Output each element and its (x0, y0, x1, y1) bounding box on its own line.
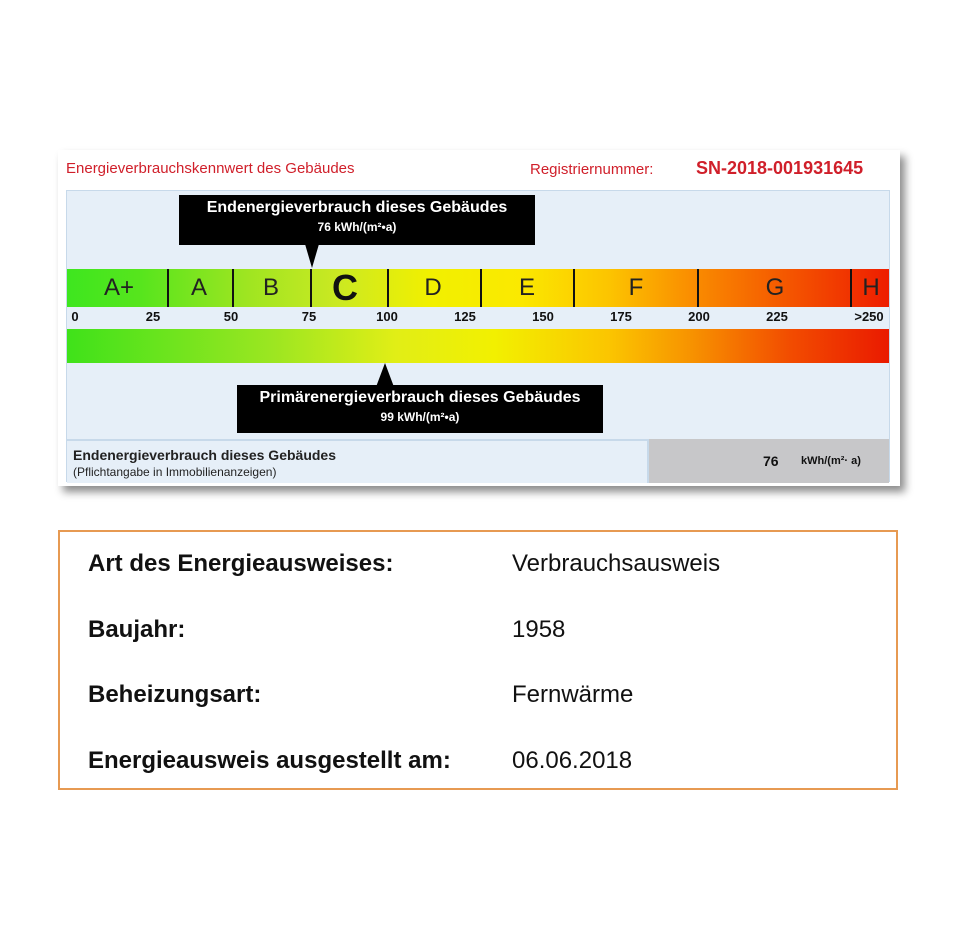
class-divider (387, 269, 389, 307)
info-label: Beheizungsart: (88, 681, 262, 708)
primary-energy-bar (67, 329, 889, 363)
end-energy-summary-value-cell (649, 439, 889, 483)
energy-certificate (58, 150, 900, 486)
info-label: Energieausweis ausgestellt am: (88, 747, 451, 774)
class-label-g: G (765, 274, 785, 301)
info-label: Art des Energieausweises: (88, 550, 394, 577)
end-energy-summary-note: (Pflichtangabe in Immobilienanzeigen) (73, 465, 277, 479)
class-label-b: B (262, 274, 280, 301)
info-value: 06.06.2018 (512, 747, 633, 774)
end-energy-summary-value: 76 (763, 453, 779, 469)
certificate-title: Energieverbrauchskennwert des Gebäudes (66, 160, 355, 177)
scale-label: 25 (145, 309, 161, 324)
end-energy-callout-title: Endenergieverbrauch dieses Gebäudes (206, 199, 508, 216)
scale-label: 75 (301, 309, 317, 324)
scale-label: >250 (854, 309, 884, 324)
certificate-info-box (58, 530, 898, 790)
scale-label: 225 (766, 309, 788, 324)
scale-label: 150 (532, 309, 554, 324)
primary-energy-pointer (376, 363, 394, 387)
info-label: Baujahr: (88, 616, 186, 643)
info-value: Verbrauchsausweis (512, 550, 721, 577)
certificate-header (58, 150, 900, 190)
registration-number: SN-2018-001931645 (696, 158, 864, 178)
class-label-e: E (518, 274, 536, 301)
scale-label: 100 (376, 309, 398, 324)
energy-scale-panel (66, 190, 890, 482)
class-divider (697, 269, 699, 307)
scale-label: 0 (71, 309, 79, 324)
scale-label: 125 (454, 309, 476, 324)
class-label-h: H (862, 274, 880, 301)
class-label-d: D (424, 274, 442, 301)
class-label-f: F (628, 274, 644, 301)
class-label-c: C (332, 267, 358, 308)
end-energy-callout (179, 195, 535, 245)
end-energy-summary-unit: kWh/(m²· a) (801, 455, 861, 467)
end-energy-summary-label-cell (67, 439, 649, 483)
class-label-a-plus: A+ (103, 274, 135, 301)
scale-label: 175 (610, 309, 632, 324)
end-energy-summary (67, 439, 889, 481)
primary-energy-callout-value: 99 kWh/(m²•a) (380, 410, 460, 424)
primary-energy-callout (237, 385, 603, 433)
scale-label: 200 (688, 309, 710, 324)
class-divider (573, 269, 575, 307)
end-energy-callout-value: 76 kWh/(m²•a) (317, 220, 397, 234)
class-divider (232, 269, 234, 307)
class-label-a: A (190, 274, 208, 301)
class-divider (310, 269, 312, 307)
class-divider (480, 269, 482, 307)
scale-label: 50 (223, 309, 239, 324)
efficiency-class-bar (67, 269, 889, 307)
registration-label: Registriernummer: (530, 161, 654, 178)
class-divider (167, 269, 169, 307)
info-value: 1958 (512, 616, 566, 643)
info-value: Fernwärme (512, 681, 634, 708)
primary-energy-callout-title: Primärenergieverbrauch dieses Gebäudes (259, 389, 581, 406)
class-divider (850, 269, 852, 307)
end-energy-summary-label: Endenergieverbrauch dieses Gebäudes (73, 447, 336, 463)
end-energy-pointer (305, 244, 319, 268)
